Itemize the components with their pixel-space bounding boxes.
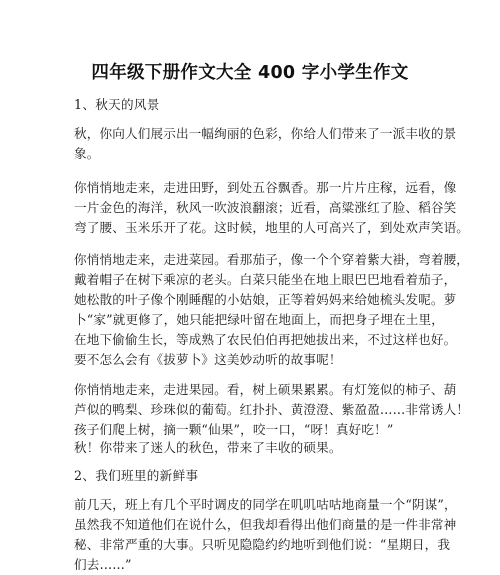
text-line: 象。	[74, 146, 100, 161]
text-line: 她松散的叶子像个刚睡醒的小姑娘，正等着妈妈来给她梳头发呢。萝	[74, 292, 457, 307]
paragraph	[74, 250, 470, 370]
paragraph	[74, 178, 470, 238]
text-line: 前几天，班上有几个平时调皮的同学在叽叽咕咕地商量一个“阴谋”，	[74, 497, 457, 512]
paragraph	[74, 124, 457, 164]
paragraph	[74, 438, 446, 458]
text-line: 弯了腰、玉米乐开了花。这时候，地里的人可高兴了，到处欢声笑语。	[74, 220, 470, 235]
page-title: 四年级下册作文大全 400 字小学生作文	[91, 63, 409, 83]
text-line: 戴着帽子在树下乘凉的老头。白菜只能坐在地上眼巴巴地看着茄子，	[74, 272, 457, 287]
paragraph	[74, 380, 470, 440]
text-line: 秋，你向人们展示出一幅绚丽的色彩，你给人们带来了一派丰收的景	[74, 126, 457, 141]
text-line: 卜“家”就更修了，她只能把绿叶留在地面上，而把身子埋在土里，	[74, 312, 445, 327]
text-line: 你悄悄地走来，走进菜园。看那茄子，像一个个穿着紫大褂，弯着腰，	[74, 252, 470, 267]
paragraph	[74, 495, 457, 575]
text-line: 芦似的鸭梨、珍珠似的葡萄。红扑扑、黄澄澄、紫盈盈……非常诱人！	[74, 402, 470, 417]
text-line: 一片金色的海洋，秋风一吹波浪翻滚；近看，高粱涨红了脸、稻谷笑	[74, 200, 457, 215]
text-line: 1、秋天的风景	[74, 97, 160, 112]
text-line: 孩子们爬上树，摘一颗“仙果”，咬一口，“呀！真好吃！”	[74, 422, 394, 437]
text-line: 要不怎么会有《拔萝卜》这美妙动听的故事呢！	[74, 352, 342, 367]
text-line: 秘、非常严重的大事。只听见隐隐约约地听到他们说：“星期日，我	[74, 537, 451, 552]
text-line: 在地下偷偷生长，等成熟了农民伯伯再把她拔出来，不过这样也好。	[74, 332, 457, 347]
text-line: 们去……”	[74, 557, 132, 572]
text-line: 2、我们班里的新鲜事	[74, 468, 199, 483]
text-line: 虽然我不知道他们在说什么，但我却看得出他们商量的是一件非常神	[74, 517, 457, 532]
text-line: 你悄悄地走来，走进田野，到处五谷飘香。那一片片庄稼，远看，像	[74, 180, 457, 195]
text-line: 秋！你带来了迷人的秋色，带来了丰收的硕果。	[74, 440, 342, 455]
text-line: 你悄悄地走来，走进果园。看，树上硕果累累。有灯笼似的柿子、葫	[74, 382, 457, 397]
section-heading	[74, 466, 446, 486]
section-heading	[74, 95, 446, 115]
